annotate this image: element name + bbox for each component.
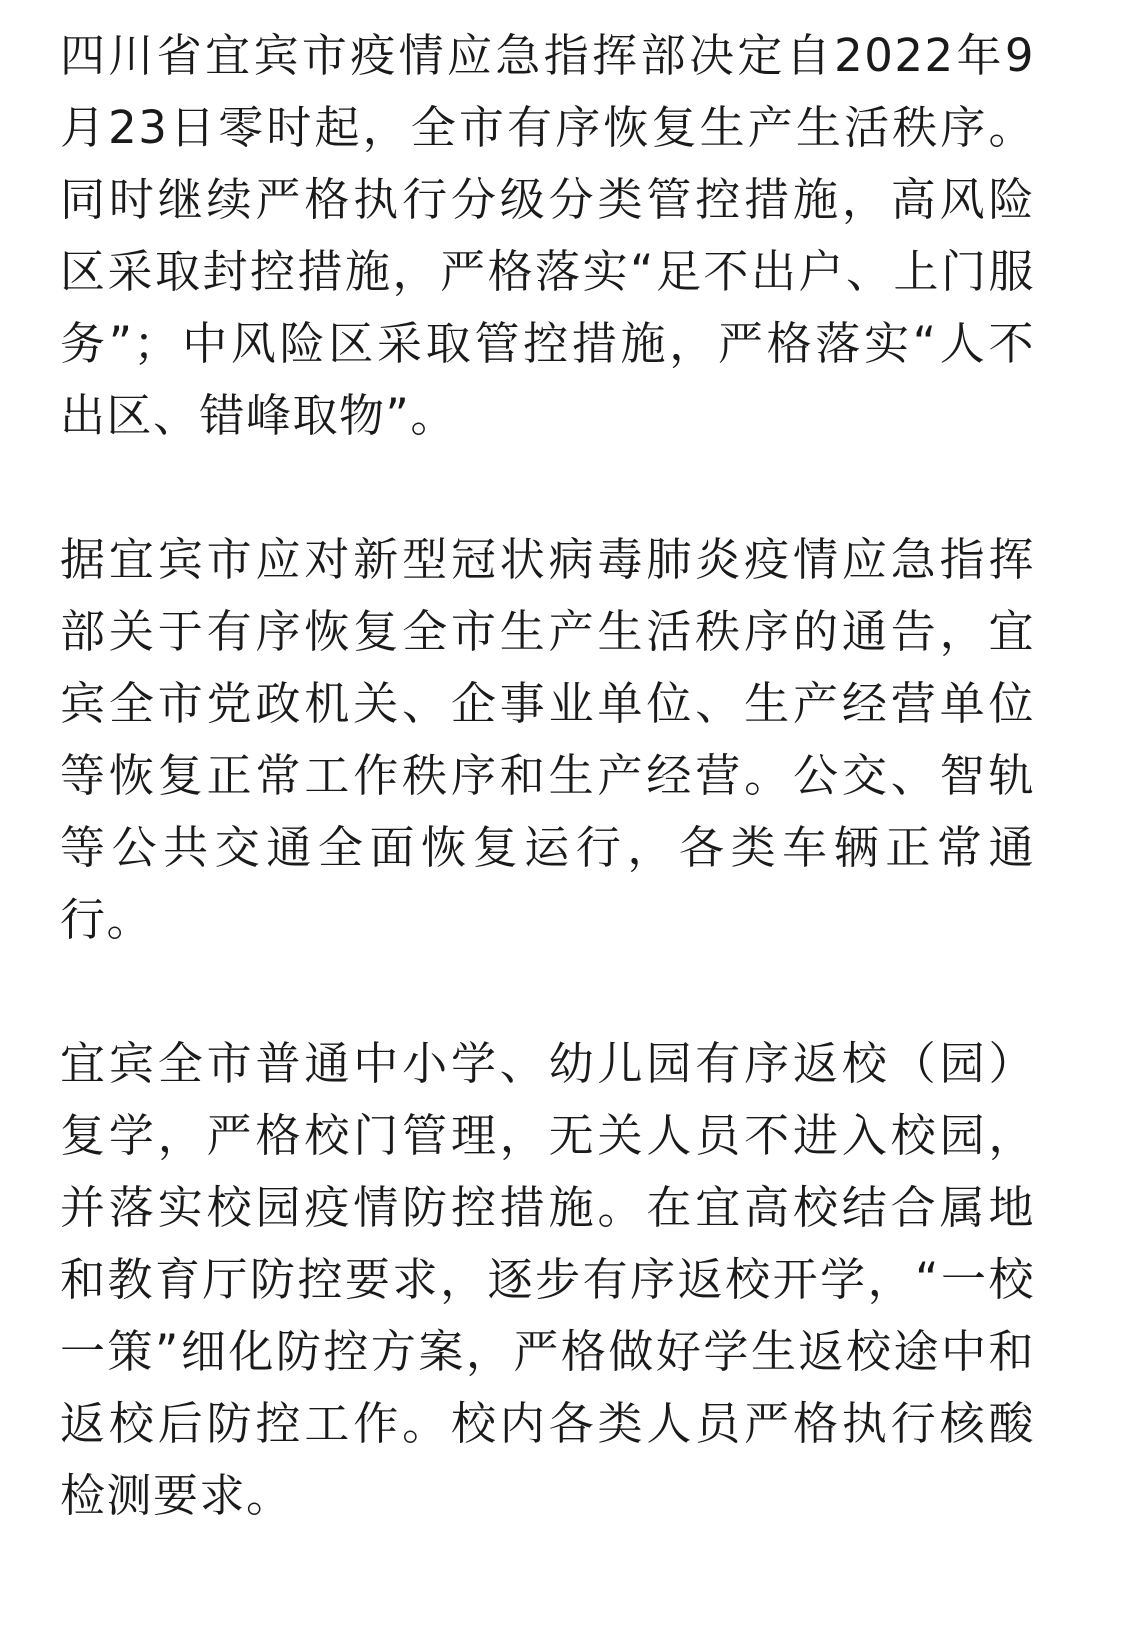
paragraph-school-reopening: 宜宾全市普通中小学、幼儿园有序返校（园）复学，严格校门管理，无关人员不进入校园，并落实校园疫情防控措施。在宜高校结合属地和教育厅防控要求，逐步有序返校开学，“一校一策”细化防控方案，严格做好学生返校途中和返校后防控工作。校内各类人员严格执行核酸检测要求。 <box>60 1037 1035 1522</box>
article-body <box>60 20 1035 1532</box>
paragraph-reopening-announcement: 四川省宜宾市疫情应急指挥部决定自2022年9月23日零时起，全市有序恢复生产生活秩序。同时继续严格执行分级分类管控措施，高风险区采取封控措施，严格落实“足不出户、上门服务”；中风险区采取管控措施，严格落实“人不出区、错峰取物”。 <box>60 29 1035 442</box>
paragraph-work-transport-resumption: 据宜宾市应对新型冠状病毒肺炎疫情应急指挥部关于有序恢复全市生产生活秩序的通告，宜宾全市党政机关、企事业单位、生产经营单位等恢复正常工作秩序和生产经营。公交、智轨等公共交通全面恢复运行，各类车辆正常通行。 <box>60 533 1035 946</box>
